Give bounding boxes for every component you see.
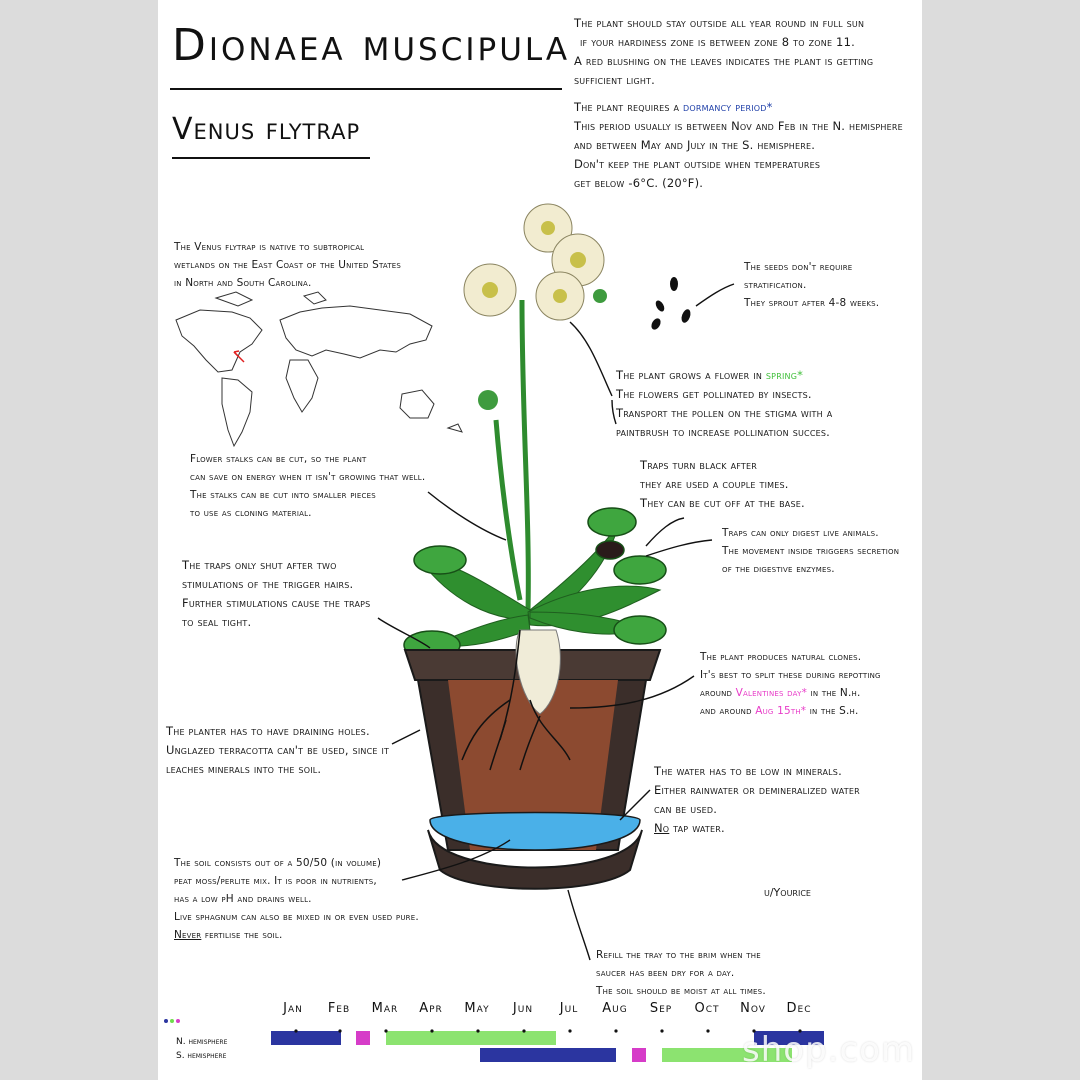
note-line: Transport the pollen on the stigma with a bbox=[616, 406, 833, 420]
note-line: The plant should stay outside all year round in full sun bbox=[574, 16, 865, 30]
watermark: shop.com bbox=[742, 1030, 916, 1070]
note-sun bbox=[574, 14, 873, 90]
note-line: sufficient light. bbox=[574, 73, 655, 87]
note-line: The movement inside triggers secretion bbox=[722, 545, 900, 557]
month-label: Aug bbox=[602, 1001, 628, 1016]
note-line: paintbrush to increase pollination succes. bbox=[616, 425, 831, 439]
flower-stalk bbox=[496, 300, 528, 610]
author-credit: u/Yourice bbox=[764, 886, 811, 899]
flowers bbox=[464, 204, 607, 410]
month-label: Oct bbox=[694, 1001, 720, 1016]
month-label: Jan bbox=[283, 1001, 303, 1016]
note-line: This period usually is between Nov and Feb in the N. hemisphere bbox=[574, 119, 903, 133]
note-line: saucer has been dry for a day. bbox=[596, 967, 735, 979]
dormancy-prefix: The plant requires a bbox=[574, 100, 680, 114]
note-line: The planter has to have draining holes. bbox=[166, 724, 370, 738]
note-line: wetlands on the East Coast of the United States bbox=[174, 259, 402, 271]
note-line: The traps only shut after two bbox=[182, 558, 337, 572]
month-label: Feb bbox=[327, 1001, 351, 1016]
note-line: they are used a couple times. bbox=[640, 477, 789, 491]
note-line: The soil consists out of a 50/50 (in volume) bbox=[174, 857, 382, 869]
note-line: Traps turn black after bbox=[640, 458, 758, 472]
month-label: Mar bbox=[371, 1001, 399, 1016]
note-line: The Venus flytrap is native to subtropical bbox=[174, 241, 365, 253]
note-line: The soil should be moist at all times. bbox=[596, 985, 766, 997]
title-underline bbox=[170, 88, 562, 90]
note-line: Don't keep the plant outside when temperatures bbox=[574, 157, 821, 171]
note-line: Traps can only digest live animals. bbox=[722, 527, 879, 539]
note-line bbox=[574, 98, 903, 117]
subtitle-underline bbox=[172, 157, 370, 159]
note-line: The flowers get pollinated by insects. bbox=[616, 387, 812, 401]
water-no: No bbox=[654, 821, 670, 835]
note-line: stratification. bbox=[744, 279, 807, 291]
note-line bbox=[174, 926, 419, 944]
note-line: It's best to split these during repotting bbox=[700, 669, 881, 681]
soil-never: Never bbox=[174, 929, 202, 941]
note-line: stimulations of the trigger hairs. bbox=[182, 577, 354, 591]
note-line: The plant produces natural clones. bbox=[700, 651, 862, 663]
note-line: leaches minerals into the soil. bbox=[166, 762, 322, 776]
note-water bbox=[654, 762, 860, 838]
flower-term: spring* bbox=[765, 368, 804, 382]
note-line: if your hardiness zone is between zone 8 to zone 11. bbox=[580, 35, 855, 49]
legend-north: N. hemisphere bbox=[176, 1037, 228, 1047]
note-line: Live sphagnum can also be mixed in or even used pure. bbox=[174, 911, 419, 923]
note-line: peat moss/perlite mix. It is poor in nutrients, bbox=[174, 875, 377, 887]
note-digest bbox=[722, 524, 899, 578]
soil-never-rest: fertilise the soil. bbox=[204, 929, 283, 941]
note-clones bbox=[700, 648, 881, 720]
water-no-rest: tap water. bbox=[673, 821, 725, 835]
note-line: Unglazed terracotta can't be used, since it bbox=[166, 743, 390, 757]
note-line: to seal tight. bbox=[182, 615, 252, 629]
note-native bbox=[174, 238, 401, 292]
month-label: Sep bbox=[649, 1001, 673, 1016]
note-line: The water has to be low in minerals. bbox=[654, 764, 842, 778]
note-traps-black bbox=[640, 456, 805, 513]
note-line: get below -6°C. (20°F). bbox=[574, 176, 704, 190]
note-line: The seeds don't require bbox=[744, 261, 853, 273]
note-line: Refill the tray to the brim when the bbox=[596, 949, 761, 961]
month-label: May bbox=[464, 1001, 490, 1016]
note-soil bbox=[174, 854, 419, 944]
note-line: The stalks can be cut into smaller pieces bbox=[190, 489, 376, 501]
valentines-day-term: Valentines day* bbox=[735, 687, 808, 699]
clones-rest: in the S.h. bbox=[809, 705, 859, 717]
note-line: They can be cut off at the base. bbox=[640, 496, 805, 510]
month-label: Jul bbox=[559, 1001, 579, 1016]
note-line: Further stimulations cause the traps bbox=[182, 596, 371, 610]
page-subtitle: Venus flytrap bbox=[172, 112, 361, 147]
clones-around: around bbox=[700, 687, 733, 699]
clones-around: and around bbox=[700, 705, 752, 717]
legend-dots bbox=[164, 1019, 180, 1023]
note-line: They sprout after 4-8 weeks. bbox=[744, 297, 880, 309]
dormancy-term: dormancy period* bbox=[683, 100, 773, 114]
note-line: has a low pH and drains well. bbox=[174, 893, 312, 905]
seeds bbox=[650, 277, 693, 331]
note-trigger bbox=[182, 556, 370, 632]
note-line bbox=[616, 366, 832, 385]
legend-south: S. hemisphere bbox=[176, 1051, 227, 1061]
month-label: Jun bbox=[512, 1001, 534, 1016]
note-line bbox=[654, 819, 860, 838]
note-line: to use as cloning material. bbox=[190, 507, 312, 519]
note-seeds bbox=[744, 258, 879, 312]
note-line: Flower stalks can be cut, so the plant bbox=[190, 453, 367, 465]
month-label: Apr bbox=[419, 1001, 443, 1016]
note-line: and between May and July in the S. hemisphere. bbox=[574, 138, 816, 152]
note-line: in North and South Carolina. bbox=[174, 277, 312, 289]
note-line: of the digestive enzymes. bbox=[722, 563, 835, 575]
clones-rest: in the N.h. bbox=[810, 687, 861, 699]
note-line: A red blushing on the leaves indicates the plant is getting bbox=[574, 54, 874, 68]
note-line bbox=[700, 684, 881, 702]
note-stalks bbox=[190, 450, 425, 522]
note-line: can be used. bbox=[654, 802, 718, 816]
world-map bbox=[176, 292, 462, 446]
note-line: can save on energy when it isn't growing that well. bbox=[190, 471, 426, 483]
flower-prefix: The plant grows a flower in bbox=[616, 368, 763, 382]
note-planter bbox=[166, 722, 389, 779]
page-title: Dionaea muscipula bbox=[172, 20, 571, 71]
note-dormancy bbox=[574, 98, 903, 193]
note-line bbox=[700, 702, 881, 720]
note-flower bbox=[616, 366, 832, 442]
note-line: Either rainwater or demineralized water bbox=[654, 783, 860, 797]
note-tray bbox=[596, 946, 766, 1000]
month-label: Nov bbox=[740, 1001, 766, 1016]
month-label: Dec bbox=[786, 1001, 812, 1016]
aug-term: Aug 15th* bbox=[755, 705, 807, 717]
